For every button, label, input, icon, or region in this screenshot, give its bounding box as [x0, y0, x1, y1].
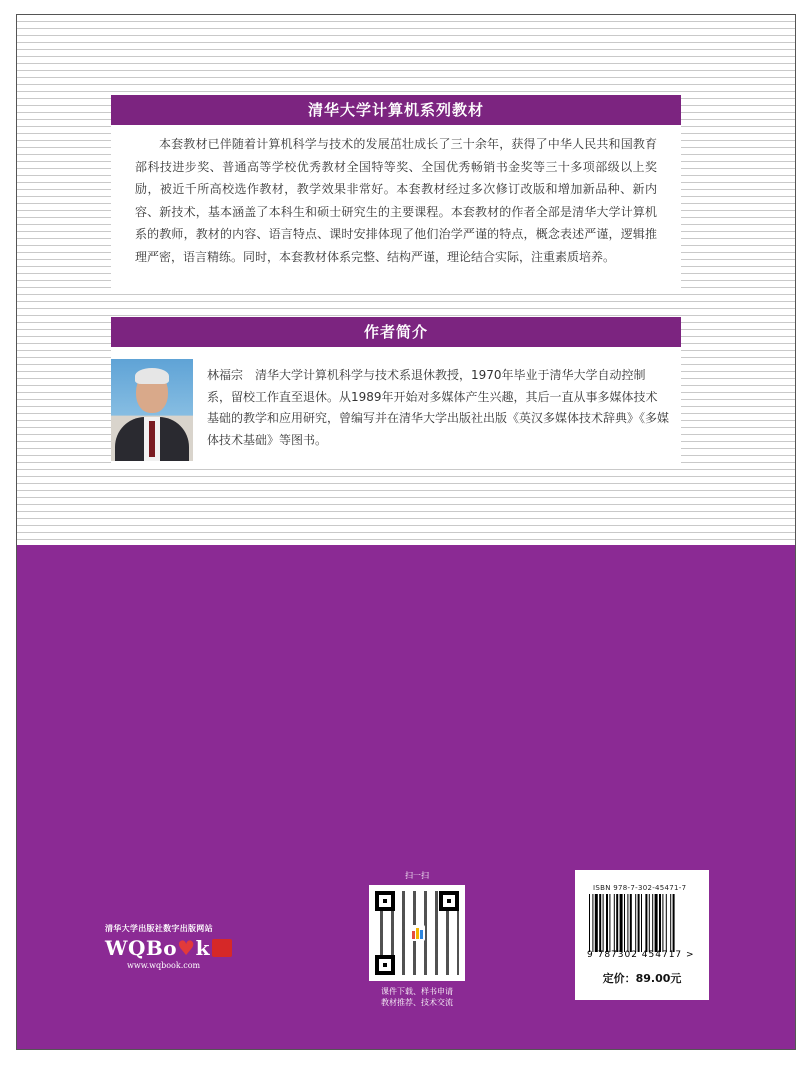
series-title: 清华大学计算机系列教材 [111, 95, 681, 125]
publisher-logo-block [105, 923, 232, 970]
heart-icon: ♥ [177, 936, 196, 960]
qr-caption-2: 教材推荐、技术交流 [381, 998, 453, 1007]
seal-icon [212, 939, 232, 957]
qr-code-icon[interactable] [369, 885, 465, 981]
book-back-cover [16, 14, 796, 1050]
publisher-site-title: 清华大学出版社数字出版网站 [105, 924, 213, 933]
qr-block [367, 870, 467, 1008]
book-logo-icon [409, 925, 425, 941]
qr-caption-1: 课件下载、样书申请 [381, 987, 453, 996]
logo-bo: Bo [145, 936, 178, 960]
series-description: 本套教材已伴随着计算机科学与技术的发展茁壮成长了三十余年，获得了中华人民共和国教育部科技进步奖、普通高等学校优秀教材全国特等奖、全国优秀畅销书金奖等三十多项部级以上奖励，被近千所高校选作教材，教学效果非常好。本套教材经过多次修订改版和增加新品种、新内容、新技术，基本涵盖了本科生和硕士研究生的主要课程。本套教材的作者全部是清华大学计算机系的教师，教材的内容、语言特点、课时安排体现了他们治学严谨的特点，概念表述严谨，逻辑推理严密，语言精练。同时，本套教材体系完整、结构严谨，理论结合实际，注重素质培养。 [135, 137, 657, 264]
isbn-text: ISBN 978-7-302-45471-7 [593, 884, 687, 892]
author-section-title: 作者简介 [111, 317, 681, 347]
series-panel [111, 95, 681, 291]
barcode-digits: 9 787302 454717 > [587, 950, 695, 960]
wqbook-logo [105, 936, 232, 960]
author-bio: 林福宗 清华大学计算机科学与技术系退休教授，1970年毕业于清华大学自动控制系，留校工作直至退休。从1989年开始对多媒体产生兴趣，其后一直从事多媒体技术基础的教学和应用研究，曾编写并在清华大学出版社出版《英汉多媒体技术辞典》《多媒体技术基础》等图书。 [207, 368, 670, 447]
publisher-url: www.wqbook.com [127, 961, 201, 970]
barcode-icon [589, 894, 699, 952]
author-panel [111, 317, 681, 469]
price-label: 定价：89.00元 [602, 972, 682, 985]
logo-k: k [195, 936, 210, 960]
logo-wq: WQ [105, 936, 146, 960]
scan-label: 扫一扫 [405, 871, 429, 880]
barcode-block [575, 870, 709, 1000]
author-photo [111, 359, 193, 461]
